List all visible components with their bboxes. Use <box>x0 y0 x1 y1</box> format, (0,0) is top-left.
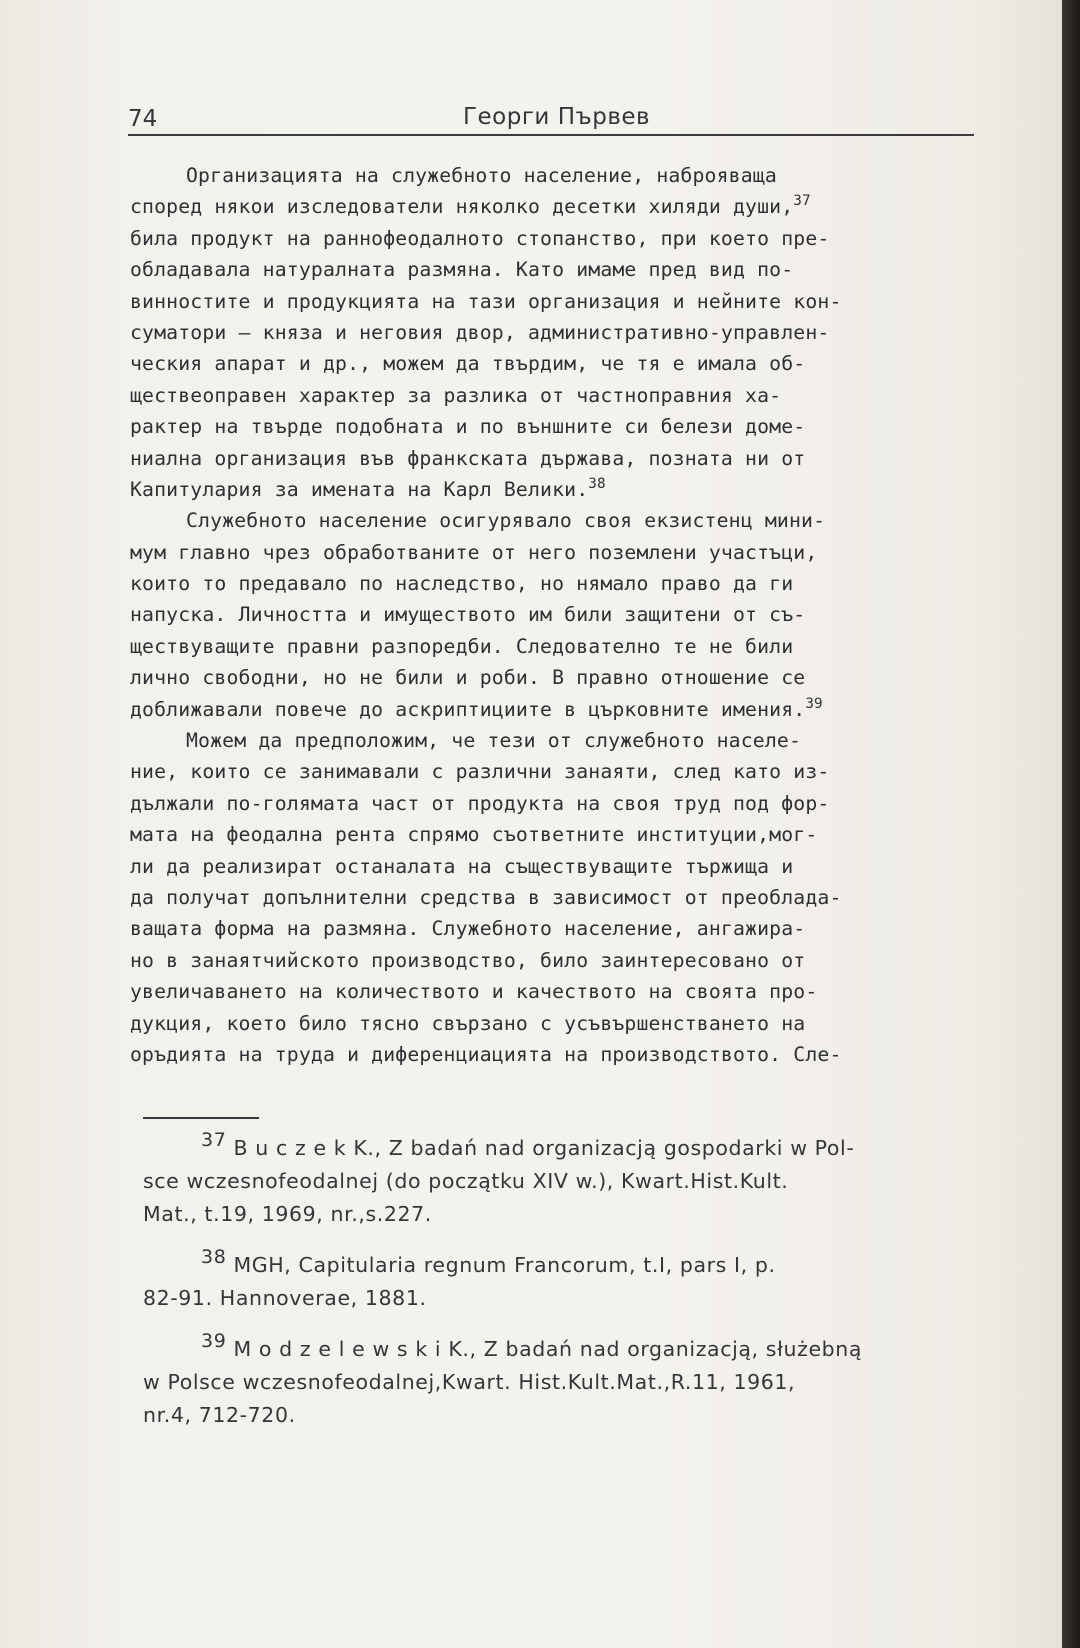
text-line: ние, които се занимавали с различни занаяти, след като из- <box>130 760 830 784</box>
text-line: лично свободни, но не били и роби. В правно отношение се <box>130 666 806 690</box>
footnote-line: nr.4, 712-720. <box>143 1403 296 1427</box>
footnote-ref-38: 38 <box>588 476 606 493</box>
text-line: увеличаването на количеството и качеството на своята про- <box>130 980 818 1004</box>
page-number: 74 <box>128 106 158 132</box>
text-line: Можем да предположим, че тези от служебното населе- <box>186 729 802 753</box>
text-line: била продукт на раннофеодалното стопанство, при което пре- <box>130 226 830 250</box>
footnote-line: w Polsce wczesnofeodalnej,Kwart. Hist.Kult.Mat.,R.11, 1961, <box>143 1370 796 1394</box>
text-line: според някои изследователи няколко десетки хиляди души,$^{37}$ <box>130 193 811 219</box>
text-line: които то предавало по наследство, но нямало право да ги <box>130 572 794 596</box>
footnotes <box>143 1129 1003 1450</box>
footnote-37 <box>143 1129 1003 1231</box>
text-line: ществуващите правни разпоредби. Следователно те не били <box>130 634 794 658</box>
page-header <box>128 104 974 136</box>
text-line: дукция, което било тясно свързано с усъвършенстването на <box>130 1011 806 1035</box>
footnote-ref-39: 39 <box>805 695 823 712</box>
text-line: но в занаятчийското производство, било заинтересовано от <box>130 948 806 972</box>
footnote-separator <box>143 1117 259 1119</box>
footnote-line: 37 B u c z e k K., Z badań nad organizacją gospodarki w Pol- <box>201 1129 855 1160</box>
footnote-line: 39 M o d z e l e w s k i K., Z badań nad organizacją, służebną <box>201 1330 863 1361</box>
text-line: оръдията на труда и диференциацията на производството. Сле- <box>130 1042 842 1066</box>
text-line: ниална организация във франкската държава, позната ни от <box>130 446 806 470</box>
text-line: Организацията на служебното население, наброяваща <box>186 164 777 187</box>
footnote-line: 82-91. Hannoverae, 1881. <box>143 1286 427 1310</box>
text-line: мата на феодална рента спрямо съответните институции,мог- <box>130 823 818 847</box>
body-text <box>130 160 992 1070</box>
text-line: ществеоправен характер за разлика от частноправния ха- <box>130 383 782 407</box>
text-line: дължали по-голямата част от продукта на своя труд под фор- <box>130 791 830 815</box>
running-head-author: Георги Първев <box>463 104 651 130</box>
footnote-ref-37: 37 <box>793 193 811 210</box>
text-line: обладавала натуралната размяна. Като имаме пред вид по- <box>130 258 794 282</box>
text-line: ческия апарат и др., можем да твърдим, че тя е имала об- <box>130 352 806 376</box>
footnote-line: sce wczesnofeodalnej (do początku XIV w.), Kwart.Hist.Kult. <box>143 1169 789 1193</box>
footnote-line: 38 MGH, Capitularia regnum Francorum, t.I, pars I, p. <box>201 1246 776 1277</box>
footnote-number: 38 <box>201 1246 227 1268</box>
text-line: винностите и продукцията на тази организация и нейните кон- <box>130 289 842 313</box>
text-line: ли да реализират останалата на съществуващите тържища и <box>130 854 794 878</box>
footnote-number: 39 <box>201 1330 227 1352</box>
text-line: Служебното население осигурявало своя екзистенц мини- <box>186 509 826 533</box>
text-line: ващата форма на размяна. Служебното население, ангажира- <box>130 917 806 941</box>
text-line: доближавали повече до аскриптициите в църковните имения.$^{39}$ <box>130 695 823 721</box>
footnote-38 <box>143 1246 1003 1315</box>
footnote-number: 37 <box>201 1129 227 1151</box>
book-spine-edge <box>1062 0 1080 1648</box>
text-line: мум главно чрез обработваните от него поземлени участъци, <box>130 540 818 564</box>
text-line: да получат допълнителни средства в зависимост от преоблада- <box>130 885 842 909</box>
footnote-line: Mat., t.19, 1969, nr.,s.227. <box>143 1202 432 1226</box>
text-line: напуска. Личността и имуществото им били защитени от съ- <box>130 603 806 627</box>
text-line: суматори – княза и неговия двор, административно-управлен- <box>130 320 830 344</box>
footnote-39 <box>143 1330 1003 1432</box>
text-line: Капитулария за имената на Карл Велики.$^{38}$ <box>130 476 606 501</box>
text-line: рактер на твърде подобната и по външните си белези доме- <box>130 415 806 439</box>
